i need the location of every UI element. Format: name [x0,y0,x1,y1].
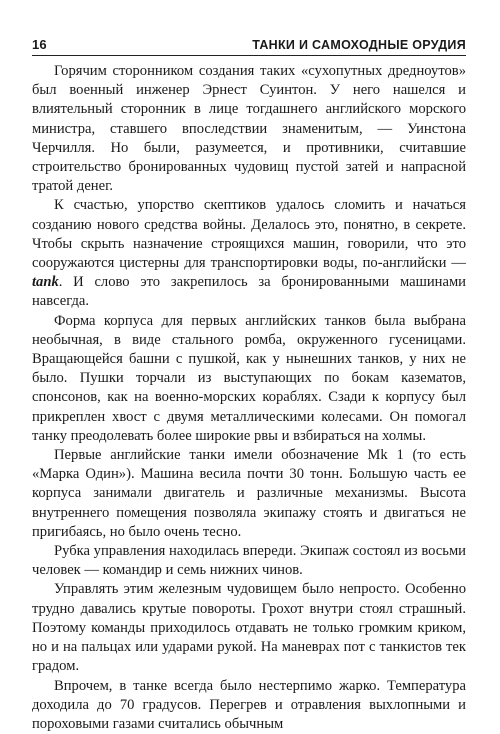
body-text [32,62,466,734]
page-header [32,28,466,56]
paragraph-tank-name [32,196,466,311]
paragraph-churchill: Горячим сторонником создания таких «сухопутных дредноутов» был военный инженер Эрнест Суинтон. У него нашелся и влиятельный сторонник в лице тогдашнего английского морского министра, ставшего впоследствии знаменитым, — Уинстона Черчилля. Но были, разумеется, и противники, считавшие строительство бронированных чудовищ пустой затей и напрасной тратой денег. [32,62,466,196]
paragraph-text: К счастью, упорство скептиков удалось сломить и начаться созданию нового средства войны. Делалось это, понятно, в секрете. Чтобы скрыть назначение строящихся машин, говорили, что это сооружаются цистерны для транспортировки воды, по-английски — [32,197,466,271]
paragraph-text: . И слово это закрепилось за бронированными машинами навсегда. [32,274,466,309]
term-tank: tank [32,274,59,290]
page-number: 16 [32,37,47,52]
running-title: ТАНКИ И САМОХОДНЫЕ ОРУДИЯ [252,38,466,52]
paragraph-hull-shape: Форма корпуса для первых английских танков была выбрана необычная, в виде стального ромба, окруженного гусеницами. Вращающейся башни с пушкой, как у нынешних танков, у них не было. Пушки торчали из выступающих по бокам казематов, спонсонов, как на военно-морских кораблях. Сзади к корпусу был прикреплен хвост с двумя металлическими колесами. Он помогал танку преодолевать более широкие рвы и взбираться на холмы. [32,312,466,446]
paragraph-crew: Рубка управления находилась впереди. Экипаж состоял из восьми человек — командир и семь нижних чинов. [32,542,466,580]
paragraph-mk1: Первые английские танки имели обозначение Mk 1 (то есть «Марка Один»). Машина весила почти 30 тонн. Большую часть ее корпуса занимали двигатель и различные механизмы. Высота внутреннего помещения позволяла экипажу стоять и двигаться не пригибаясь, но было очень тесно. [32,446,466,542]
paragraph-driving: Управлять этим железным чудовищем было непросто. Особенно трудно давались крутые повороты. Грохот внутри стоял страшный. Поэтому команды приходилось отдавать не только громким криком, но и на пальцах или ударами рукой. На маневрах пот с танкистов тек градом. [32,580,466,676]
paragraph-heat: Впрочем, в танке всегда было нестерпимо жарко. Температура доходила до 70 градусов. Перегрев и отравления выхлопными и пороховыми газами считались обычным [32,677,466,734]
